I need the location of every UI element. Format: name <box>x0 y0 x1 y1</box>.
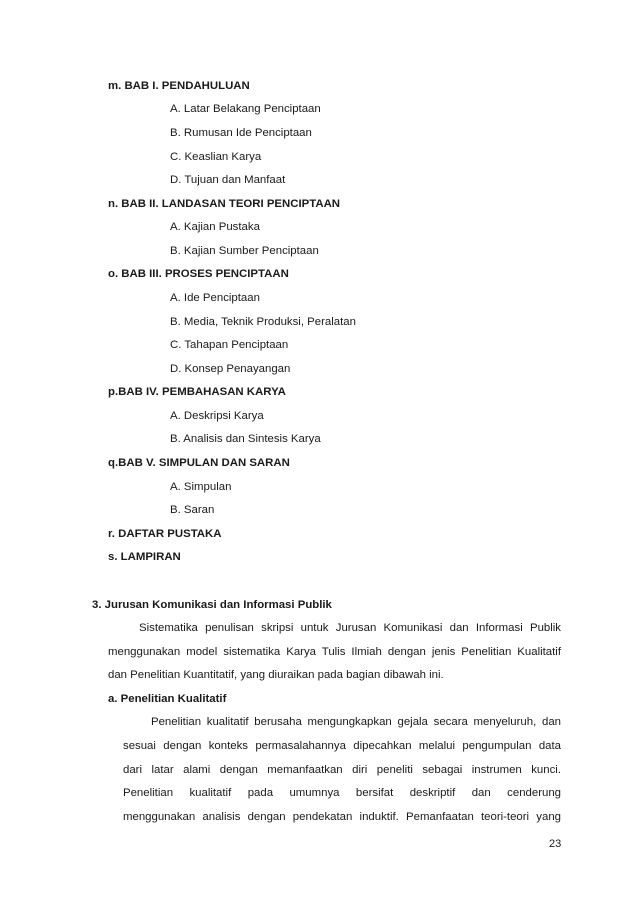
paragraph-line: Sistematika penulisan skripsi untuk Jurusan Komunikasi dan Informasi Publik <box>139 622 561 634</box>
paragraph-line: Penelitian kualitatif berusaha mengungkapkan gejala secara menyeluruh, dan <box>151 716 561 728</box>
outline-heading-s: s. LAMPIRAN <box>108 551 181 563</box>
outline-item: B. Media, Teknik Produksi, Peralatan <box>170 316 356 328</box>
paragraph-line: Penelitian kualitatif pada umumnya bersifat deskriptif dan cenderung <box>123 787 561 799</box>
outline-heading-q: q.BAB V. SIMPULAN DAN SARAN <box>108 457 290 469</box>
paragraph-line: menggunakan model sistematika Karya Tulis Ilmiah dengan jenis Penelitian Kualitatif <box>108 646 561 658</box>
page-number: 23 <box>549 838 562 850</box>
outline-heading-r: r. DAFTAR PUSTAKA <box>108 528 222 540</box>
outline-item: C. Keaslian Karya <box>170 151 262 163</box>
paragraph-line: dan Penelitian Kuantitatif, yang diuraikan pada bagian dibawah ini. <box>108 669 444 681</box>
outline-item: B. Saran <box>170 504 215 516</box>
outline-item: A. Ide Penciptaan <box>170 292 260 304</box>
outline-heading-o: o. BAB III. PROSES PENCIPTAAN <box>108 268 289 280</box>
outline-item: B. Rumusan Ide Penciptaan <box>170 127 312 139</box>
outline-item: B. Analisis dan Sintesis Karya <box>170 433 321 445</box>
outline-item: B. Kajian Sumber Penciptaan <box>170 245 319 257</box>
outline-item: A. Latar Belakang Penciptaan <box>170 103 321 115</box>
outline-heading-m: m. BAB I. PENDAHULUAN <box>108 80 250 92</box>
outline-item: D. Tujuan dan Manfaat <box>170 174 286 186</box>
paragraph-line: dari latar alami dengan memanfaatkan diri peneliti sebagai instrumen kunci. <box>123 764 561 776</box>
paragraph-line: menggunakan analisis dengan pendekatan induktif. Pemanfaatan teori-teori yang <box>123 811 561 823</box>
outline-item: C. Tahapan Penciptaan <box>170 339 289 351</box>
outline-heading-p: p.BAB IV. PEMBAHASAN KARYA <box>108 386 286 398</box>
outline-item: A. Kajian Pustaka <box>170 221 260 233</box>
paragraph-line: sesuai dengan konteks permasalahannya dipecahkan melalui pengumpulan data <box>123 740 561 752</box>
outline-item: A. Deskripsi Karya <box>170 410 264 422</box>
outline-heading-n: n. BAB II. LANDASAN TEORI PENCIPTAAN <box>108 198 341 210</box>
subsection-heading: a. Penelitian Kualitatif <box>108 693 227 705</box>
section-heading: 3. Jurusan Komunikasi dan Informasi Publik <box>92 599 332 611</box>
outline-item: D. Konsep Penayangan <box>170 363 291 375</box>
outline-item: A. Simpulan <box>170 481 232 493</box>
